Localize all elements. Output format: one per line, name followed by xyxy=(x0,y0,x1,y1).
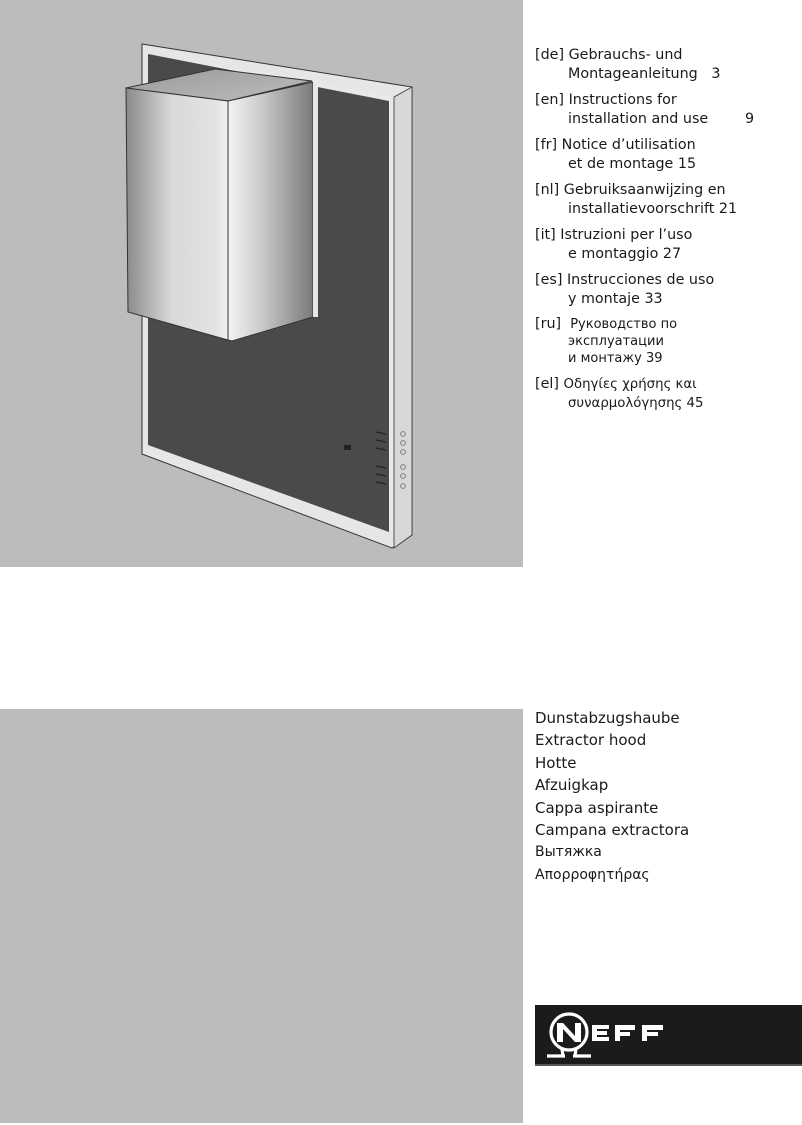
table-of-contents xyxy=(535,46,797,421)
n-letter xyxy=(557,1023,581,1042)
product-name-el: Απορροφητήρας xyxy=(535,866,650,883)
product-name-ru: Вытяжка xyxy=(535,844,602,861)
grey-block xyxy=(0,709,523,1123)
toc-entry-es[interactable]: [es] Instrucciones de uso y montaje 33 xyxy=(535,272,715,307)
toc-page-number: 45 xyxy=(686,395,704,411)
product-name-es: Campana extractora xyxy=(535,821,690,840)
product-name-de: Dunstabzugshaube xyxy=(535,709,680,727)
toc-entry-ru[interactable]: [ru] Руководство по эксплуатации и монтажу 39 xyxy=(535,316,678,366)
toc-entry-nl[interactable]: [nl] Gebruiksaanwijzing en installatievoorschrift 21 xyxy=(535,182,738,217)
toc-entry-de[interactable]: [de] Gebrauchs- und Montageanleitung 3 xyxy=(535,47,721,82)
cover-illustration-panel xyxy=(0,0,523,567)
toc-entry-fr[interactable]: [fr] Notice d’utilisation et de montage 15 xyxy=(535,137,697,172)
product-name-it: Cappa aspirante xyxy=(535,798,659,817)
toc-page-number: 33 xyxy=(644,290,663,307)
toc-page-number: 21 xyxy=(718,200,738,217)
extractor-hood-illustration xyxy=(0,0,523,567)
product-name-en: Extractor hood xyxy=(535,731,647,750)
switch-icon xyxy=(344,445,351,450)
product-name-nl: Afzuigkap xyxy=(535,776,609,795)
neff-logo xyxy=(535,1005,802,1064)
hood-front xyxy=(126,88,228,340)
toc-page-number: 39 xyxy=(645,351,663,366)
toc-page-number: 9 xyxy=(745,110,755,127)
eff-letters xyxy=(592,1025,663,1041)
toc-page-number: 3 xyxy=(711,65,721,82)
product-name-fr: Hotte xyxy=(535,753,577,772)
product-names xyxy=(535,707,689,886)
toc-entry-it[interactable]: [it] Istruzioni per l’uso e montaggio 27 xyxy=(535,227,693,262)
brand-logo-bar xyxy=(535,1005,802,1066)
toc-entry-en[interactable]: [en] Instructions for installation and use 9 xyxy=(535,92,755,127)
hood-side xyxy=(228,82,313,341)
toc-entry-el[interactable]: [el] Οδηγίες χρήσης και συναρμολόγησης 45 xyxy=(535,376,704,411)
toc-page-number: 27 xyxy=(662,245,682,262)
toc-page-number: 15 xyxy=(677,155,697,172)
